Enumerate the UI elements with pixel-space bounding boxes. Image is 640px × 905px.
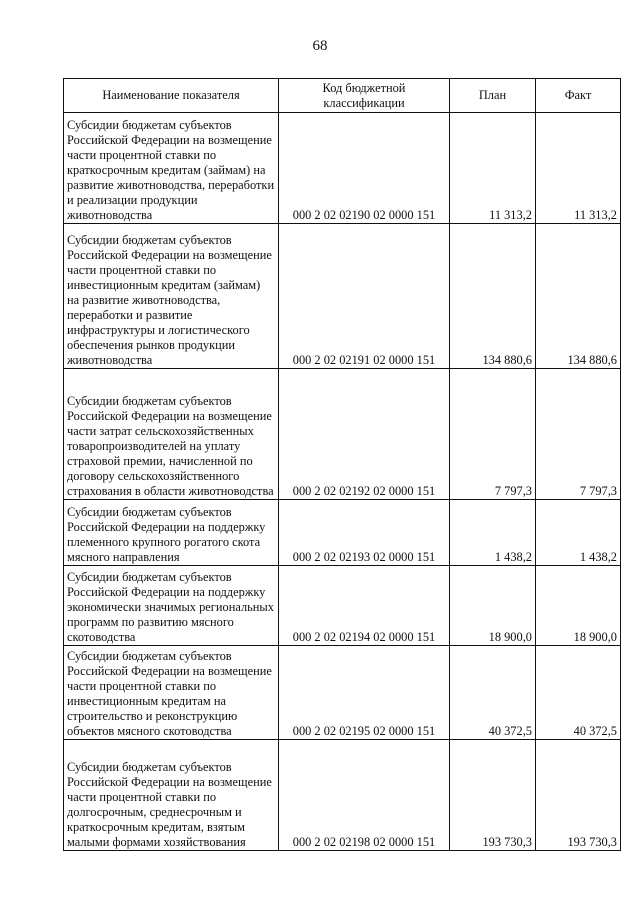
header-plan: План xyxy=(450,79,536,113)
header-fact: Факт xyxy=(536,79,621,113)
row-plan: 134 880,6 xyxy=(450,224,536,369)
row-name: Субсидии бюджетам субъектов Российской Федерации на поддержку племенного крупного рогатого скота мясного направления xyxy=(64,500,279,566)
table-row xyxy=(64,113,621,224)
row-fact: 7 797,3 xyxy=(536,369,621,500)
row-fact: 193 730,3 xyxy=(536,740,621,851)
table-row xyxy=(64,566,621,646)
row-plan: 18 900,0 xyxy=(450,566,536,646)
header-code: Код бюджетной классификации xyxy=(279,79,450,113)
row-name: Субсидии бюджетам субъектов Российской Федерации на поддержку экономически значимых региональных программ по развитию мясного скотоводства xyxy=(64,566,279,646)
table-row xyxy=(64,224,621,369)
row-plan: 193 730,3 xyxy=(450,740,536,851)
row-code: 000 2 02 02192 02 0000 151 xyxy=(279,369,450,500)
row-code: 000 2 02 02190 02 0000 151 xyxy=(279,113,450,224)
row-fact: 40 372,5 xyxy=(536,646,621,740)
row-fact: 18 900,0 xyxy=(536,566,621,646)
row-plan: 40 372,5 xyxy=(450,646,536,740)
row-name: Субсидии бюджетам субъектов Российской Федерации на возмещение части процентной ставки по краткосрочным кредитам (займам) на развитие животноводства, переработки и реализации продукции животноводства xyxy=(64,113,279,224)
row-fact: 1 438,2 xyxy=(536,500,621,566)
row-fact: 134 880,6 xyxy=(536,224,621,369)
row-name: Субсидии бюджетам субъектов Российской Федерации на возмещение части затрат сельскохозяйственных товаропроизводителей на уплату страховой премии, начисленной по договору сельскохозяйственного страхования в области животноводства xyxy=(64,369,279,500)
table-row xyxy=(64,740,621,851)
row-fact: 11 313,2 xyxy=(536,113,621,224)
row-name: Субсидии бюджетам субъектов Российской Федерации на возмещение части процентной ставки по инвестиционным кредитам на строительство и реконструкцию объектов мясного скотоводства xyxy=(64,646,279,740)
row-name: Субсидии бюджетам субъектов Российской Федерации на возмещение части процентной ставки по долгосрочным, среднесрочным и краткосрочным кредитам, взятым малыми формами хозяйствования xyxy=(64,740,279,851)
row-code: 000 2 02 02193 02 0000 151 xyxy=(279,500,450,566)
row-name: Субсидии бюджетам субъектов Российской Федерации на возмещение части процентной ставки по инвестиционным кредитам (займам) на развитие животноводства, переработки и развитие инфраструктуры и логистического обеспечения рынков продукции животноводства xyxy=(64,224,279,369)
table-row xyxy=(64,369,621,500)
table-header-row xyxy=(64,79,621,113)
page-number: 68 xyxy=(312,38,328,54)
row-plan: 11 313,2 xyxy=(450,113,536,224)
table-row xyxy=(64,646,621,740)
row-code: 000 2 02 02195 02 0000 151 xyxy=(279,646,450,740)
row-plan: 1 438,2 xyxy=(450,500,536,566)
row-code: 000 2 02 02191 02 0000 151 xyxy=(279,224,450,369)
row-plan: 7 797,3 xyxy=(450,369,536,500)
table-row xyxy=(64,500,621,566)
row-code: 000 2 02 02194 02 0000 151 xyxy=(279,566,450,646)
row-code: 000 2 02 02198 02 0000 151 xyxy=(279,740,450,851)
header-name: Наименование показателя xyxy=(64,79,279,113)
budget-table xyxy=(63,78,621,851)
